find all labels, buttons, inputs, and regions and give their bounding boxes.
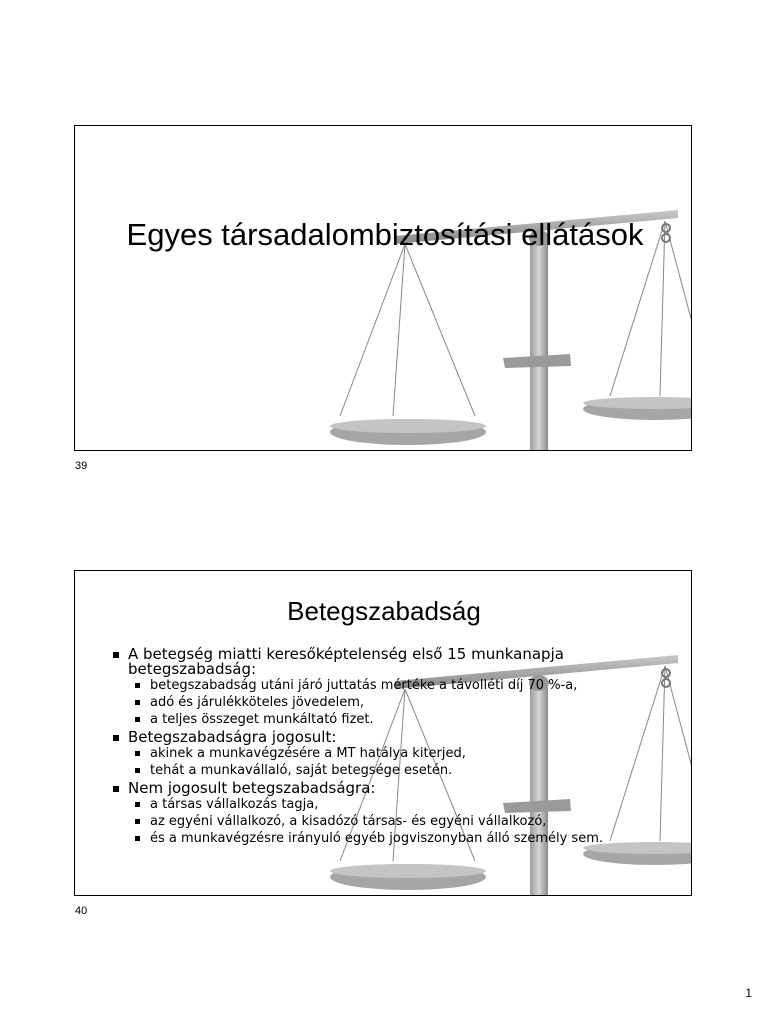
slide-title: Egyes társadalombiztosítási ellátások	[126, 217, 644, 252]
slide-title: Betegszabadság	[287, 596, 481, 626]
slide-40	[74, 570, 692, 896]
balance-scale-icon	[75, 126, 692, 451]
sub-bullet-item: az egyéni vállalkozó, a kisadózó társas- és egyéni vállalkozó,	[135, 813, 683, 830]
page-number: 1	[745, 986, 752, 1000]
bullet-list	[113, 647, 683, 847]
bullet-item: Betegszabadságra jogosult:	[113, 730, 683, 745]
sub-bullet-item: a társas vállalkozás tagja,	[135, 796, 683, 813]
sub-bullet-item: adó és járulékköteles jövedelem,	[135, 694, 683, 711]
slide-number: 39	[75, 460, 88, 472]
bullet-item: Nem jogosult betegszabadságra:	[113, 781, 683, 796]
sub-bullet-item: és a munkavégzésre irányuló egyéb jogviszonyban álló személy sem.	[135, 830, 683, 847]
sub-bullet-item: tehát a munkavállaló, saját betegsége esetén.	[135, 762, 683, 779]
slide-number: 40	[75, 905, 88, 917]
sub-bullet-item: a teljes összeget munkáltató fizet.	[135, 711, 683, 728]
bullet-item: A betegség miatti keresőképtelenség első 15 munkanapja betegszabadság:	[113, 647, 683, 677]
sub-bullet-item: betegszabadság utáni járó juttatás mértéke a távolléti díj 70 %-a,	[135, 677, 683, 694]
slide-39	[74, 125, 692, 451]
sub-bullet-item: akinek a munkavégzésére a MT hatálya kiterjed,	[135, 745, 683, 762]
